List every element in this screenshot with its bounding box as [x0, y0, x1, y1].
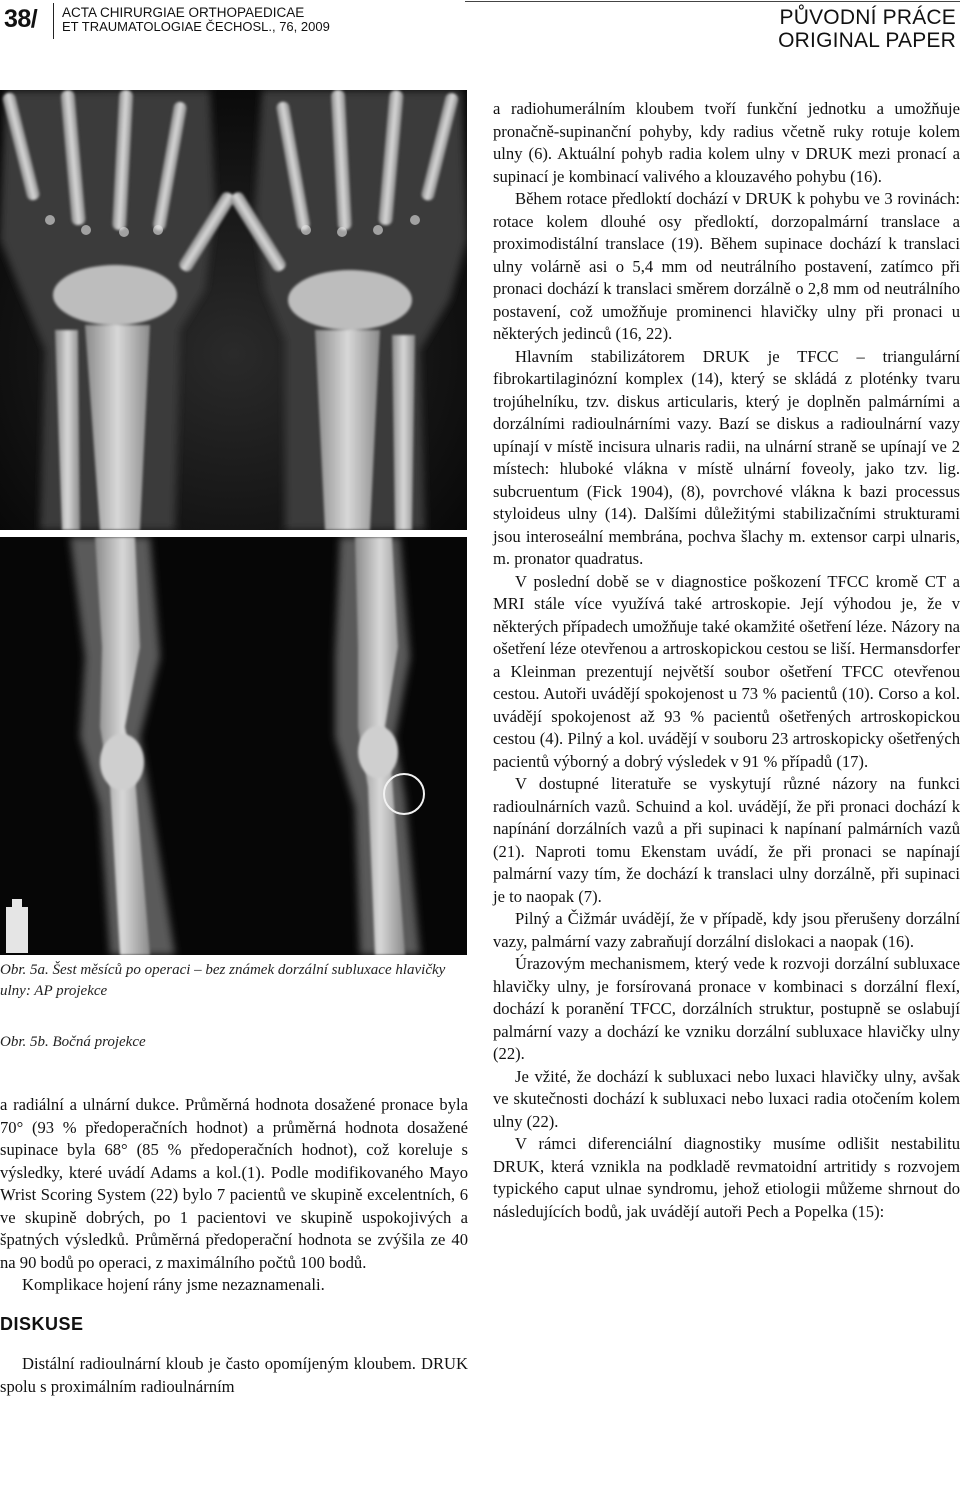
paragraph: Komplikace hojení rány jsme nezaznamenali. — [22, 1275, 325, 1294]
section-label — [778, 6, 956, 52]
header-rule — [465, 1, 960, 2]
paragraph: Úrazovým mechanismem, který vede k rozvoji dorzální subluxace hlavičky ulny, je forsírovaná pronace v kombinaci s dorzální flexí, dochází k poranění TFCC, dorzálních struktur, postupně se oslabují palmární vazy a dochází ke vzniku dorzální subluxace hlavičky ulny (22). — [493, 954, 960, 1063]
left-column — [0, 1094, 468, 1398]
right-column — [493, 98, 960, 1223]
paragraph: V dostupné literatuře se vyskytují různé názory na funkci radioulnárních vazů. Schuind a kol. uvádějí, že při pronaci dochází k napínání dorzálních vazů a při supinaci k napínaní palmárních vazů (21). Naproti tomu Ekenstam uvádí, že při pronaci se napínají palmární vazy tím, že dochází k translaci ulny dorzálně, při supinaci je to naopak (7). — [493, 774, 960, 906]
journal-title — [62, 6, 330, 34]
header-divider — [53, 3, 54, 39]
xray-ap-image — [0, 90, 467, 530]
paragraph: a radiohumerálním kloubem tvoří funkční jednotku a umožňuje pronačně-supinanční pohyby, kdy radius včetně ruky rotuje kolem ulny (6). Aktuální pohyb radia kolem ulny v DRUK mezi pronací a supinací je kombinací valivého a klouzavého pohybu (16). — [493, 99, 960, 186]
section-label-en: ORIGINAL PAPER — [778, 29, 956, 52]
paragraph: a radiální a ulnární dukce. Průměrná hodnota dosažené pronace byla 70° (93 % předoperačních hodnot) a průměrná hodnota dosažené supinace byla 68° (85 % předoperačních hodnot), což koreluje s výsledky, které uvádí Adams a kol.(1). Podle modifikovaného Mayo Wrist Scoring System (22) bylo 7 pacientů ve skupině excelentních, 6 ve skupině dobrých, po 1 pacientovi ve skupině uspokojivých a špatných výsledků. Průměrná předoperační hodnota se zvýšila ze 40 na 90 bodů po operaci, z maximálního počtů 100 bodů. — [0, 1095, 468, 1272]
paragraph: Hlavním stabilizátorem DRUK je TFCC – triangulární fibrokartilaginózní komplex (14), který se skládá z ploténky tvaru trojúhelníku, tzv. diskus articularis, který je doplněn palmárními a dorzálními radioulnárními vazy. Bazí se diskus a radioulnární vazy upínají v místě incisura ulnaris radii, na ulnární straně se upínají ve 2 místech: hluboké vlákna v místě ulnární foveoly, jako tzv. lig. subcruentum (Fick 1904), (8), povrchové vlákna k bazi processus styloideus ulny (14). Dalšími důležitými stabilizačními strukturami jsou interoseální membrána, pochva šlachy m. extensor carpi ulnaris, m. pronator quadratus. — [493, 346, 960, 568]
paragraph: V rámci diferenciální diagnostiky musíme odlišit nestabilitu DRUK, která vznikla na podkladě revmatoidní artritidy s rozvojem typického caput ulnae syndromu, jehož etiologii můžeme shrnout do následujících bodů, jak uvádějí autoři Pech a Popelka (15): — [493, 1134, 960, 1221]
xray-lateral-image — [0, 537, 467, 955]
figure-caption-5a: Obr. 5a. Šest měsíců po operaci – bez známek dorzální subluxace hlavičky ulny: AP projekce — [0, 962, 446, 999]
page-number: 38/ — [4, 5, 38, 33]
journal-title-line2: ET TRAUMATOLOGIAE ČECHOSL., 76, 2009 — [62, 19, 330, 34]
paragraph: Distální radioulnární kloub je často opomíjeným kloubem. DRUK spolu s proximálním radioulnárním — [0, 1354, 468, 1396]
journal-title-line1: ACTA CHIRURGIAE ORTHOPAEDICAE — [62, 5, 305, 20]
paragraph: Je vžité, že dochází k subluxaci nebo luxaci hlavičky ulny, avšak ve skutečnosti dochází k subluxaci nebo luxaci radia otočením kolem ulny (22). — [493, 1066, 960, 1131]
paragraph: Během rotace předloktí dochází v DRUK k pohybu ve 3 rovinách: rotace kolem dlouhé osy předloktí, dorzopalmární translace a proximodistální translace (19). Během supinace dochází k translaci ulny volárně asi o 5,4 mm od neutrálního postavení, zatímco při pronaci dochází k translaci směrem dorzálně o 2,8 mm od neutrálního postavení, což umožňuje prominenci hlavičky ulny při pronaci u některých jedinců (16, 22). — [493, 189, 960, 343]
figure-caption-5b: Obr. 5b. Bočná projekce — [0, 1034, 146, 1050]
page-header — [0, 0, 470, 44]
paragraph: Pilný a Čižmár uvádějí, že v případě, kdy jsou přerušeny dorzální vazy, palmární vazy zabraňují dorzální dislokaci a naopak (16). — [493, 909, 960, 951]
paragraph: V poslední době se v diagnostice poškození TFCC kromě CT a MRI stále více využívá také artroskopie. Její výhodou je, že v některých případech umožňuje také okamžité ošetření léze. Názory na ošetření léze otevřenou a artroskopickou cestou se liší. Hermansdorfer a Kleinman prezentují největší soubor ošetření TFCC otevřenou cestou. Autoři uvádějí spokojenost u 73 % pacientů (10). Corso a kol. uvádějí spokojenost až 93 % pacientů ošetřených artroskopickou cestou (4). Pilný a kol. uvádějí v souboru 23 artroskopicky ošetřených pacientů výborný a dobrý výsledek v 91 % případů (17). — [493, 571, 960, 771]
section-heading: DISKUSE — [0, 1313, 84, 1334]
section-label-cz: PŮVODNÍ PRÁCE — [779, 6, 956, 29]
